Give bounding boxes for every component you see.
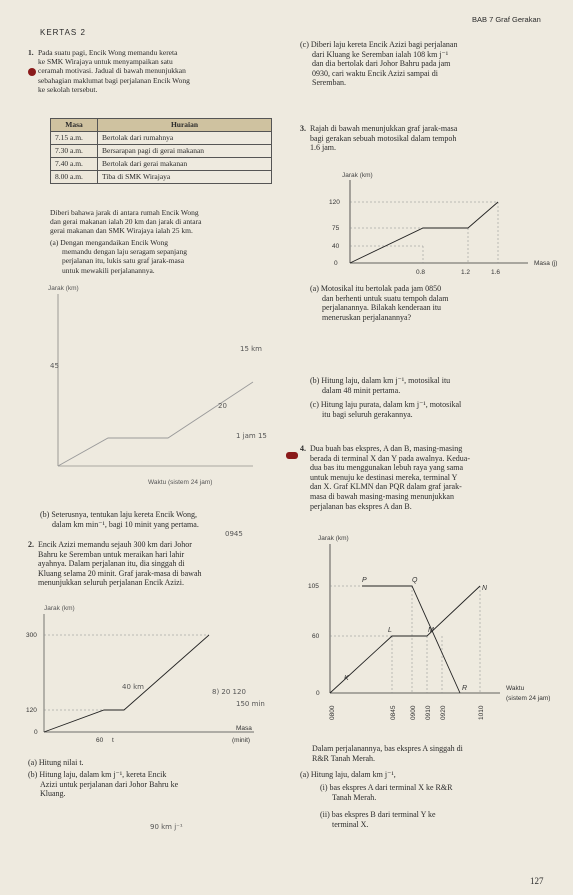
q4-line-klmn bbox=[330, 586, 480, 693]
q2-number: 2. bbox=[28, 540, 34, 549]
q3-ytick: 120 bbox=[329, 199, 340, 206]
q2-part-b-line: Azizi untuk perjalanan dari Johor Bahru ke bbox=[40, 779, 179, 789]
header-right: BAB 7 Graf Gerakan bbox=[472, 15, 541, 24]
q1c-block bbox=[300, 40, 562, 88]
table-header-huraian: Huraian bbox=[98, 119, 272, 132]
q1-part-b-line: (b) Seterusnya, tentukan laju kereta Encik Wong, bbox=[40, 510, 197, 519]
q4-point-label: R bbox=[462, 685, 468, 692]
q4-part-a-ii-line: terminal X. bbox=[332, 819, 369, 829]
q4-ytick: 0 bbox=[316, 690, 320, 697]
q4-line: dua bas itu menggunakan lebuh raya yang sama bbox=[310, 463, 464, 473]
q3-block bbox=[300, 124, 562, 153]
q1-intro bbox=[28, 48, 280, 94]
q1-part-a-line: (a) Dengan mengandaikan Encik Wong bbox=[50, 238, 168, 247]
q4-ytick: 105 bbox=[308, 583, 319, 590]
table-row bbox=[51, 158, 272, 171]
q2-part-b-line: (b) Hitung laju, dalam km j⁻¹, kereta Encik bbox=[28, 770, 167, 779]
q4-after bbox=[312, 744, 564, 763]
q4-point-label: Q bbox=[412, 577, 418, 584]
q1-table bbox=[50, 118, 272, 184]
q4-graph-xlabel: Waktu bbox=[506, 685, 525, 692]
handwriting-note: 90 km j⁻¹ bbox=[150, 823, 183, 831]
marker-dot bbox=[28, 68, 36, 76]
q3-ytick: 75 bbox=[332, 225, 340, 232]
q1-intro-line: ceramah motivasi. Jadual di bawah menunjukkan bbox=[38, 66, 186, 76]
q1-intro-line: ke sekolah tersebut. bbox=[38, 84, 98, 94]
q4-part-a-i bbox=[320, 783, 562, 802]
q4-part-a-i-line: Tanah Merah. bbox=[332, 792, 377, 802]
q2-line: Kluang selama 20 minit. Graf jarak-masa di bawah bbox=[38, 568, 202, 578]
q1c-line: dari Kluang ke Seremban ialah 108 km j⁻¹ bbox=[312, 49, 449, 59]
q1-part-a bbox=[50, 238, 225, 275]
q4-xtick: 0845 bbox=[390, 705, 397, 720]
table-cell: Tiba di SMK Wirajaya bbox=[98, 171, 272, 184]
q3-graph-xlabel: Masa (j) bbox=[534, 260, 558, 267]
q4-graph-ylabel: Jarak (km) bbox=[318, 535, 349, 542]
handwriting-note: 1 jam 15 bbox=[236, 432, 267, 440]
q1c-line: Seremban. bbox=[312, 78, 346, 88]
q4-line: untuk menuju ke destinasi mereka, terminal Y bbox=[310, 472, 458, 482]
q4-graph bbox=[300, 530, 570, 745]
q3-ytick: 40 bbox=[332, 243, 340, 250]
page-number: 127 bbox=[530, 876, 544, 886]
q3-part-b-line: dalam 48 minit pertama. bbox=[322, 385, 401, 395]
q2-ytick: 300 bbox=[26, 632, 37, 639]
table-cell: 7.15 a.m. bbox=[51, 132, 98, 145]
q3-line: Rajah di bawah menunjukkan graf jarak-masa bbox=[310, 124, 458, 133]
q1-after-line: Diberi bahawa jarak di antara rumah Encik Wong bbox=[50, 208, 199, 217]
q2-graph-xunit: (minit) bbox=[232, 737, 251, 744]
q3-graph bbox=[328, 168, 568, 280]
marker-badge bbox=[286, 452, 298, 459]
q1-graph-ylabel: Jarak (km) bbox=[48, 285, 79, 292]
q4-line: Dua buah bas ekspres, A dan B, masing-masing bbox=[310, 444, 463, 453]
q4-point-label: N bbox=[482, 585, 488, 592]
q3-part-a-line: meneruskan perjalanannya? bbox=[322, 312, 412, 322]
q2-block bbox=[28, 540, 278, 588]
handwriting-note: 40 km bbox=[122, 683, 145, 691]
q2-line: menunjukkan seluruh perjalanan Encik Azizi. bbox=[38, 578, 184, 588]
handwriting-note: 45 bbox=[50, 362, 59, 370]
q4-number: 4. bbox=[300, 444, 306, 453]
q2-xtick: 60 bbox=[96, 737, 104, 744]
q3-part-a bbox=[310, 284, 562, 322]
handwriting-note: 0945 bbox=[225, 530, 243, 538]
q1-drawn-line bbox=[58, 382, 253, 466]
q4-xtick: 0920 bbox=[440, 705, 447, 720]
table-cell: 7.30 a.m. bbox=[51, 145, 98, 158]
table-cell: 7.40 a.m. bbox=[51, 158, 98, 171]
q4-after-line: R&R Tanah Merah. bbox=[312, 753, 376, 763]
q3-line: bagi gerakan sebuah motosikal dalam tempoh bbox=[310, 133, 457, 143]
q1-graph bbox=[48, 282, 288, 492]
q1-after-line: gerai makanan dan SMK Wirajaya ialah 25 km. bbox=[50, 226, 193, 236]
handwriting-note: 20 bbox=[218, 402, 227, 410]
handwriting-note: 8) 20 120 bbox=[212, 688, 246, 696]
q1-after bbox=[50, 208, 280, 236]
q2-graph-xlabel: Masa bbox=[236, 725, 252, 732]
q2-line: Bahru ke Seremban untuk meraikan hari lahir bbox=[38, 549, 185, 559]
q3-xtick: 0.8 bbox=[416, 269, 426, 276]
q1-part-a-line: memandu dengan laju seragam sepanjang bbox=[62, 247, 187, 257]
q2-graph bbox=[24, 602, 274, 752]
q1c-line: 0930, cari waktu Encik Azizi sampai di bbox=[312, 68, 438, 78]
q4-ytick: 60 bbox=[312, 633, 320, 640]
q1-part-b-line: dalam km min⁻¹, bagi 10 minit yang pertama. bbox=[52, 519, 199, 529]
q2-xtick: t bbox=[112, 737, 114, 744]
q2-ytick: 120 bbox=[26, 707, 37, 714]
q4-line-pqr bbox=[362, 586, 460, 693]
q1-intro-line: Pada suatu pagi, Encik Wong memandu kereta bbox=[38, 48, 178, 57]
q4-part-a-i-line: (i) bas ekspres A dari terminal X ke R&R bbox=[320, 783, 453, 792]
q1-part-a-line: untuk mewakili perjalanannya. bbox=[62, 265, 155, 275]
q2-line: ayahnya. Dalam perjalanan itu, dia singgah di bbox=[38, 559, 185, 569]
q1-graph-xlabel: Waktu (sistem 24 jam) bbox=[148, 479, 213, 486]
q3-line: 1.6 jam. bbox=[310, 143, 336, 153]
q4-line: masa di bawah masing-masing menunjukkan bbox=[310, 491, 454, 501]
q4-graph-xunit: (sistem 24 jam) bbox=[506, 695, 551, 702]
table-header-masa: Masa bbox=[51, 119, 98, 132]
q1c-line: (c) Diberi laju kereta Encik Azizi bagi perjalanan bbox=[300, 40, 458, 49]
q1-number: 1. bbox=[28, 48, 34, 57]
q3-part-a-line: dan berhenti untuk suatu tempoh dalam bbox=[322, 293, 449, 303]
q4-line: dan X. Graf KLMN dan PQR dalam graf jarak- bbox=[310, 482, 462, 492]
table-cell: Bertolak dari gerai makanan bbox=[98, 158, 272, 171]
table-header-row bbox=[51, 119, 272, 132]
q4-xtick: 0900 bbox=[410, 705, 417, 720]
q2-part-a: (a) Hitung nilai t. bbox=[28, 758, 84, 767]
table-cell: Bersarapan pagi di gerai makanan bbox=[98, 145, 272, 158]
q4-line: berada di terminal X dan Y pada awalnya. Kedua- bbox=[310, 453, 471, 463]
q4-xtick: 0910 bbox=[425, 705, 432, 720]
q2-part-b-line: Kluang. bbox=[40, 789, 66, 799]
q4-part-a: (a) Hitung laju, dalam km j⁻¹, bbox=[300, 770, 396, 779]
q4-block bbox=[300, 444, 562, 511]
q4-point-label: M bbox=[428, 627, 434, 634]
q3-ytick: 0 bbox=[334, 260, 338, 267]
q4-point-label: P bbox=[362, 577, 367, 584]
q3-xtick: 1.2 bbox=[461, 269, 471, 276]
q1-intro-line: sebahagian maklumat bagi perjalanan Encik Wong bbox=[38, 75, 190, 85]
q3-part-c-line: (c) Hitung laju purata, dalam km j⁻¹, motosikal bbox=[310, 400, 462, 409]
q2-ytick: 0 bbox=[34, 729, 38, 736]
q3-part-b bbox=[310, 376, 562, 395]
table-row bbox=[51, 132, 272, 145]
q3-graph-ylabel: Jarak (km) bbox=[342, 172, 373, 179]
table-row bbox=[51, 171, 272, 184]
q3-part-a-line: perjalanannya. Bilakah kenderaan itu bbox=[322, 303, 442, 313]
handwriting-note: 15 km bbox=[240, 345, 263, 353]
table-row bbox=[51, 145, 272, 158]
q4-point-label: K bbox=[344, 675, 349, 682]
q2-graph-ylabel: Jarak (km) bbox=[44, 605, 75, 612]
q3-line-graph bbox=[350, 202, 498, 263]
handwriting-note: 150 min bbox=[236, 700, 265, 708]
header-left: KERTAS 2 bbox=[40, 28, 86, 37]
q2-part-b bbox=[28, 770, 268, 799]
q4-xtick: 1010 bbox=[478, 705, 485, 720]
q4-after-line: Dalam perjalanannya, bas ekspres A singgah di bbox=[312, 744, 463, 753]
q1c-line: dan dia bertolak dari Johor Bahru pada jam bbox=[312, 59, 451, 69]
q4-line: perjalanan bas ekspres A dan B. bbox=[310, 501, 412, 511]
q1-after-line: dan gerai makanan ialah 20 km dan jarak di antara bbox=[50, 217, 202, 227]
table-cell: Bertolak dari rumahnya bbox=[98, 132, 272, 145]
q1-part-b bbox=[40, 510, 280, 529]
q3-number: 3. bbox=[300, 124, 306, 133]
q3-part-c bbox=[310, 400, 562, 419]
q4-part-a-ii bbox=[320, 810, 562, 829]
q4-xtick: 0800 bbox=[329, 705, 336, 720]
q1-intro-line: ke SMK Wirajaya untuk menyampaikan satu bbox=[38, 57, 173, 67]
q3-part-a-line: (a) Motosikal itu bertolak pada jam 0850 bbox=[310, 284, 442, 293]
table-cell: 8.00 a.m. bbox=[51, 171, 98, 184]
q4-point-label: L bbox=[388, 627, 392, 634]
q3-part-b-line: (b) Hitung laju, dalam km j⁻¹, motosikal itu bbox=[310, 376, 451, 385]
q4-part-a-ii-line: (ii) bas ekspres B dari terminal Y ke bbox=[320, 810, 436, 819]
q1-part-a-line: perjalanan itu, lukis satu graf jarak-masa bbox=[62, 256, 185, 266]
q3-xtick: 1.6 bbox=[491, 269, 501, 276]
q2-line: Encik Azizi memandu sejauh 300 km dari Johor bbox=[38, 540, 192, 549]
q3-part-c-line: itu bagi seluruh gerakannya. bbox=[322, 409, 413, 419]
